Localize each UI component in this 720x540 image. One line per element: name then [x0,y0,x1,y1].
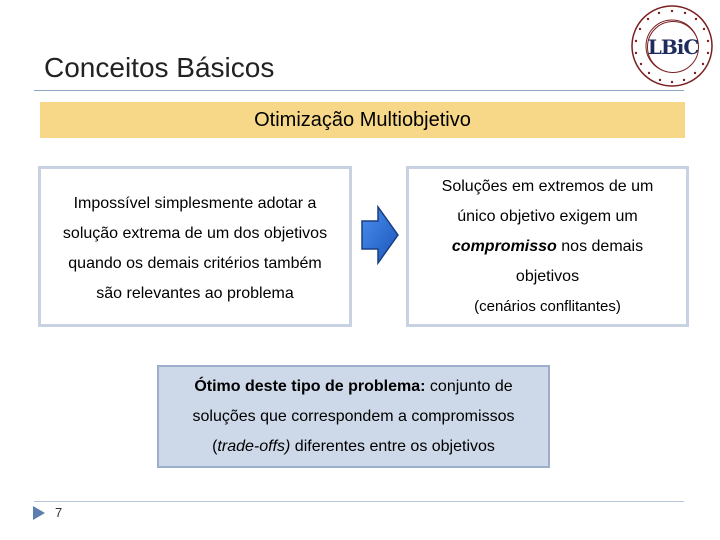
conclusion-line: soluções que correspondem a compromissos [192,407,515,425]
conclusion-box [157,365,550,468]
slide-title: Conceitos Básicos [44,52,275,83]
conclusion-line [194,372,512,402]
right-statement-box [406,166,689,327]
conclusion-label: Ótimo deste tipo de problema: [194,377,426,395]
conclusion-line [212,432,495,462]
title-divider [34,90,684,91]
conclusion-text: diferentes entre os objetivos [290,437,495,455]
left-box-line: solução extrema de um dos objetivos [62,224,328,242]
paren-open: ( [212,437,218,455]
right-box-line: Soluções em extremos de um [441,177,654,195]
logo-center [647,21,699,73]
logo-acronym: LBiC [647,35,699,59]
tradeoffs-term: trade-offs) [217,437,291,455]
left-box-line: quando os demais critérios também [68,254,322,272]
left-box-line: Impossível simplesmente adotar a [73,194,317,212]
slide-subtitle: Otimização Multiobjetivo [254,108,471,131]
page-marker-icon [33,506,45,520]
page-number: 7 [55,505,63,520]
right-box-line [452,232,643,262]
right-box-line: (cenários conflitantes) [474,297,621,315]
lbic-logo [630,4,714,88]
subtitle-bar [40,102,685,138]
right-box-line-rest: nos demais [556,237,644,255]
footer-divider [34,501,684,502]
left-statement-box [38,166,352,327]
emphasis-compromisso: compromisso [451,237,557,255]
right-box-line: objetivos [515,267,580,285]
right-arrow-icon [360,205,400,265]
conclusion-text: conjunto de [425,377,513,395]
right-box-line: único objetivo exigem um [457,207,638,225]
left-box-line: são relevantes ao problema [96,284,294,302]
